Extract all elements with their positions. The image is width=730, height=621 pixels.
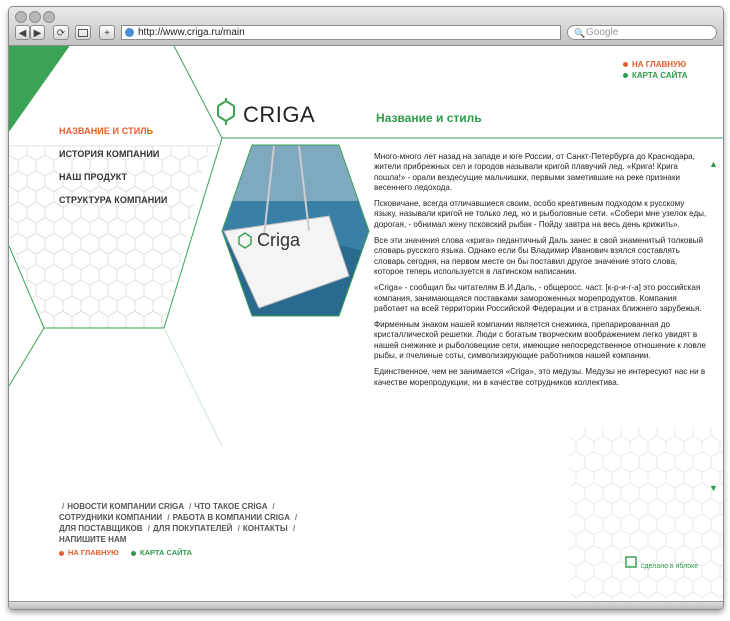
address-bar[interactable] (121, 25, 561, 40)
paragraph: Единственное, чем не занимается «Criga», это медузы. Медузы не интересуют нас ни в качестве морепродукции, ни в качестве сотрудников коллектива. (374, 367, 706, 387)
top-links (623, 59, 688, 81)
footer-link-contacts[interactable]: КОНТАКТЫ (242, 524, 288, 533)
logo-snowflake-icon (218, 98, 234, 125)
footer-sitemap-link[interactable]: КАРТА САЙТА (131, 548, 192, 557)
green-dot-icon (131, 551, 136, 556)
bookmark-icon (78, 29, 88, 37)
footer-link-staff[interactable]: СОТРУДНИКИ КОМПАНИИ (59, 513, 163, 522)
paragraph: Все эти значения слова «крига» педантичный Даль занес в свой знаменитый толковый словарь русского языка. Однако если бы Владимир Иванович взялся составлять словарь сегодня, на первом месте он бы поставил другое значение этого слова, которое теперь используется в латинском написании. (374, 236, 703, 276)
reload-button[interactable]: ⟳ (53, 25, 69, 40)
footer-links: / НОВОСТИ КОМПАНИИ CRIGA / ЧТО ТАКОЕ CRIGA /СОТРУДНИКИ КОМПАНИИ / РАБОТА В КОМПАНИИ CRIGA /ДЛЯ ПОСТАВЩИКОВ / ДЛЯ ПОКУПАТЕЛЕЙ / КОНТАКТЫ /НАПИШИТЕ НАМ (59, 502, 298, 544)
paragraph: Фирменным знаком нашей компании является снежинка, препарированная до кристаллической решетки. Люди с богатым творческим воображением легко увидят в нашей снежинке и рыболовецкие сети, имеющие непосредственное отношение к ловле рыбы, и пчелиные соты, символизирующие работников нашей компании. (374, 320, 706, 361)
new-tab-button[interactable]: + (99, 25, 115, 40)
back-button[interactable]: ◀ (15, 25, 30, 40)
paragraph: Псковичане, всегда отличавшиеся своим, особо креативным подходом к русскому языку, называли кригой не только лед, но и рыболовные сети. «Собери мне узелок еды, дорогая, - обнимал жену псковский рыбак - Пойду завтра на весь день крижить». (374, 199, 707, 229)
top-link-home[interactable]: НА ГЛАВНУЮ (623, 59, 688, 70)
sidebar-item-name-and-style[interactable]: НАЗВАНИЕ И СТИЛЬ (59, 126, 154, 136)
page-title: Название и стиль (376, 111, 482, 125)
footer-link-suppliers[interactable]: ДЛЯ ПОСТАВЩИКОВ (59, 524, 143, 533)
orange-dot-icon (59, 551, 64, 556)
sidebar-item-structure[interactable]: СТРУКТУРА КОМПАНИИ (59, 195, 168, 205)
logo-text[interactable]: CRIGA (243, 102, 316, 127)
browser-toolbar (9, 7, 723, 46)
paragraph: «Criga» - сообщил бы читателям В.И.Даль, - общеросс. част. [к-р-и-г-а] это российская компания, занимающаяся поставками замороженных морепродуктов. Компания работает на всей территории Российской Федерации и в странах ближнего зарубежья. (374, 283, 702, 313)
article-text (374, 152, 709, 394)
sidebar-item-history[interactable]: ИСТОРИЯ КОМПАНИИ (59, 149, 160, 159)
footer-link-about[interactable]: ЧТО ТАКОЕ CRIGA (194, 502, 268, 511)
footer-link-write[interactable]: НАПИШИТЕ НАМ (59, 535, 127, 544)
bookmark-button[interactable] (75, 25, 91, 40)
made-by-link[interactable]: сделано в яблоке (641, 563, 699, 570)
globe-icon (125, 28, 134, 37)
boat-logo-text: Criga (257, 230, 301, 250)
paragraph: Много-много лет назад на западе и юге России, от Санкт-Петербурга до Краснодара, жители прибрежных сел и городов называли кригой плавучий лед. «Крига! Крига пошла!» - орали вездесущие мальчишки, первыми заметившие на реке признаки весеннего ледохода. (374, 152, 695, 192)
web-page (9, 46, 723, 602)
scroll-down-icon[interactable]: ▼ (709, 483, 718, 493)
zoom-window-button[interactable] (43, 11, 55, 23)
search-icon: 🔍 (574, 28, 586, 38)
minimize-window-button[interactable] (29, 11, 41, 23)
search-placeholder: Google (586, 27, 619, 38)
footer-link-jobs[interactable]: РАБОТА В КОМПАНИИ CRIGA (172, 513, 290, 522)
green-dot-icon (623, 73, 628, 78)
window-bottom-bar (9, 601, 723, 609)
orange-dot-icon (623, 62, 628, 67)
search-input[interactable] (567, 25, 717, 40)
footer-link-news[interactable]: НОВОСТИ КОМПАНИИ CRIGA (67, 502, 184, 511)
forward-button[interactable]: ▶ (30, 25, 45, 40)
footer-home-link[interactable]: НА ГЛАВНУЮ (59, 548, 119, 557)
top-link-sitemap[interactable]: КАРТА САЙТА (623, 70, 688, 81)
footer-link-buyers[interactable]: ДЛЯ ПОКУПАТЕЛЕЙ (153, 524, 233, 533)
sidebar-item-product[interactable]: НАШ ПРОДУКТ (59, 172, 128, 182)
scroll-up-icon[interactable]: ▲ (709, 159, 718, 169)
footer-nav (59, 548, 192, 557)
close-window-button[interactable] (15, 11, 27, 23)
url-text: http://www.criga.ru/main (138, 27, 245, 38)
browser-window (8, 6, 724, 610)
